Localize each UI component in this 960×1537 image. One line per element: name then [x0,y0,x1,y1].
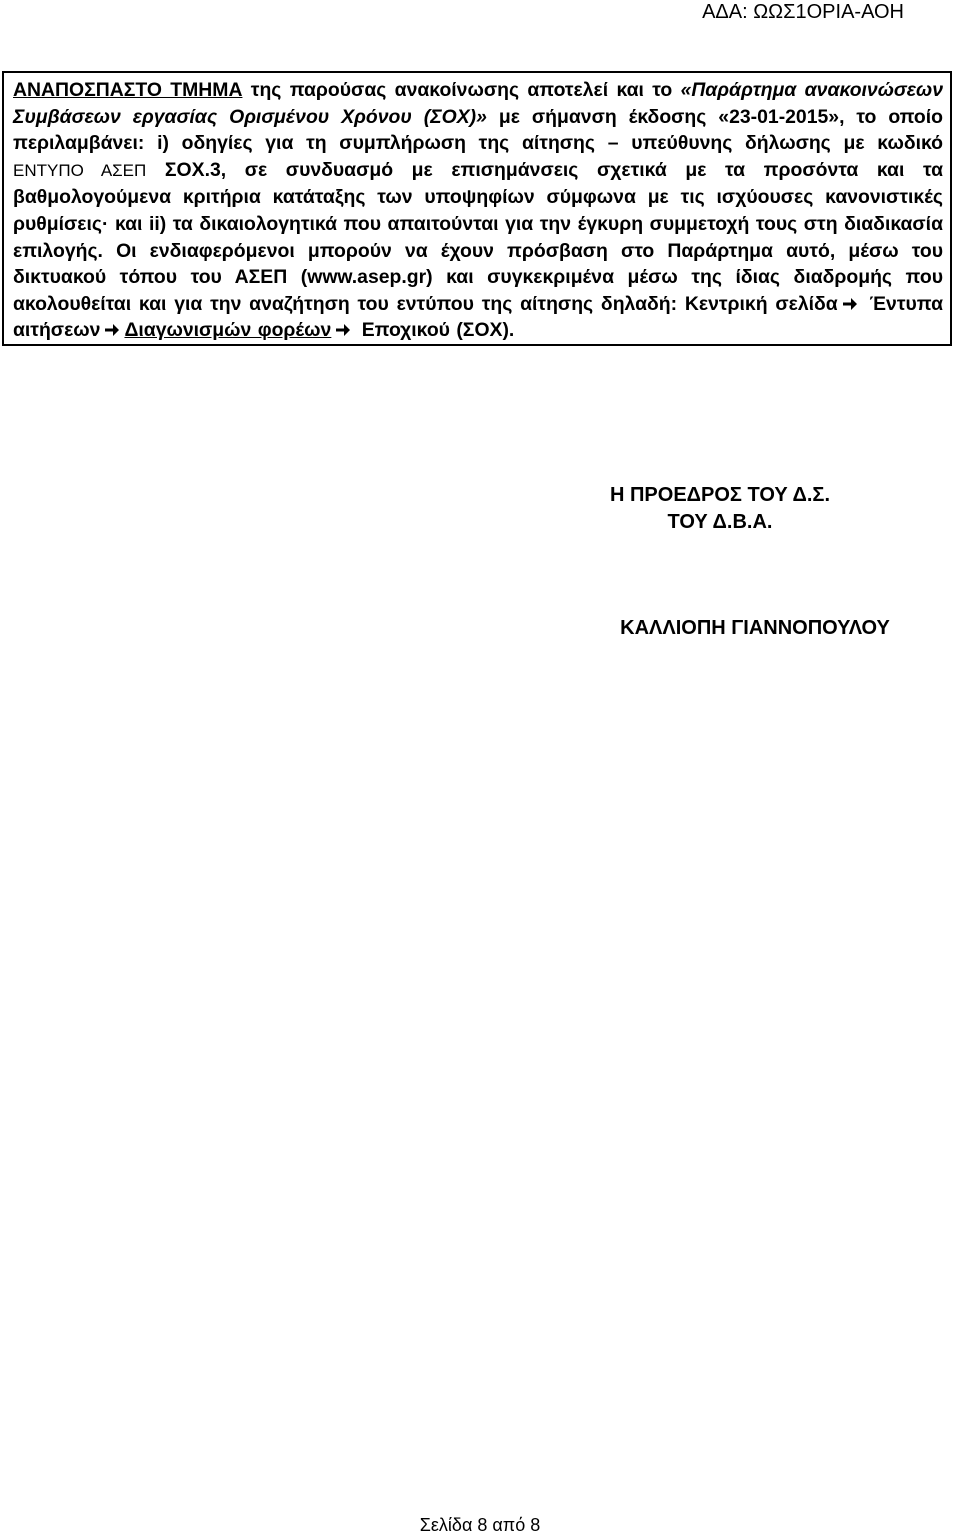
notice-heading: ΑΝΑΠΟΣΠΑΣΤΟ ΤΜΗΜΑ [13,79,243,101]
notice-text-2: με σήμανση έκδοσης «23-01-2015», το οποίο περιλαμβάνει: i) οδηγίες για τη συμπλήρωση της αίτησης – υπεύθυνης δήλωσης με κωδικό [13,105,944,155]
detachable-notice-box [2,71,952,346]
path-step-seasonal: Εποχικού (ΣΟΧ). [355,319,515,342]
page-number-label: Σελίδα 8 από 8 [419,1515,541,1535]
signatory-title-line-2: ΤΟΥ Δ.Β.Α. [667,511,773,533]
ada-code: ΑΔΑ: ΩΩΣ1ΟΡΙΑ-ΑΟΗ [702,1,904,23]
form-code: ΕΝΤΥΠΟ ΑΣΕΠ [13,160,147,180]
signatory-title-line-1: Η ΠΡΟΕΔΡΟΣ ΤΟΥ Δ.Σ. [609,484,830,506]
notice-text-1: της παρούσας ανακοίνωσης αποτελεί και το [242,79,681,101]
signatory-title [540,482,900,536]
notice-annex-title: «Παράρτημα ανακοινώσεων Συμβάσεων εργασίας Ορισμένου Χρόνου (ΣΟΧ)» [13,79,944,128]
arrow-right-icon [842,297,858,311]
arrow-right-icon [104,323,120,337]
path-step-contests: Διαγωνισμών φορέων [124,319,332,342]
signatory-name: ΚΑΛΛΙΟΠΗ ΓΙΑΝΝΟΠΟΥΛΟΥ [620,617,890,639]
notice-text-3: ΣΟΧ.3, σε συνδυασμό με επισημάνσεις σχετικά με τα προσόντα και τα βαθμολογούμενα κριτήρια κατάταξης των υποψηφίων σύμφωνα με τις ισχύουσες κανονιστικές ρυθμίσεις· και ii) τα δικαιολογητικά που απαιτούνται για την έγκυρη συμμετοχή τους στη διαδικασία επιλογής. Οι ενδιαφερόμενοι μπορούν να έχουν πρόσβαση στο Παράρτημα αυτό, μέσω του δικτυακού τόπου του ΑΣΕΠ (www.asep.gr) και συγκεκριμένα μέσω της ίδιας διαδρομής που ακολουθείται και για την αναζήτηση του εντύπου της αίτησης δηλαδή: Κεντρική σελίδα [13,158,943,315]
path-step-forms: Έντυπα αιτήσεων [13,292,943,342]
arrow-right-icon [335,323,351,337]
page-number [0,1514,960,1536]
